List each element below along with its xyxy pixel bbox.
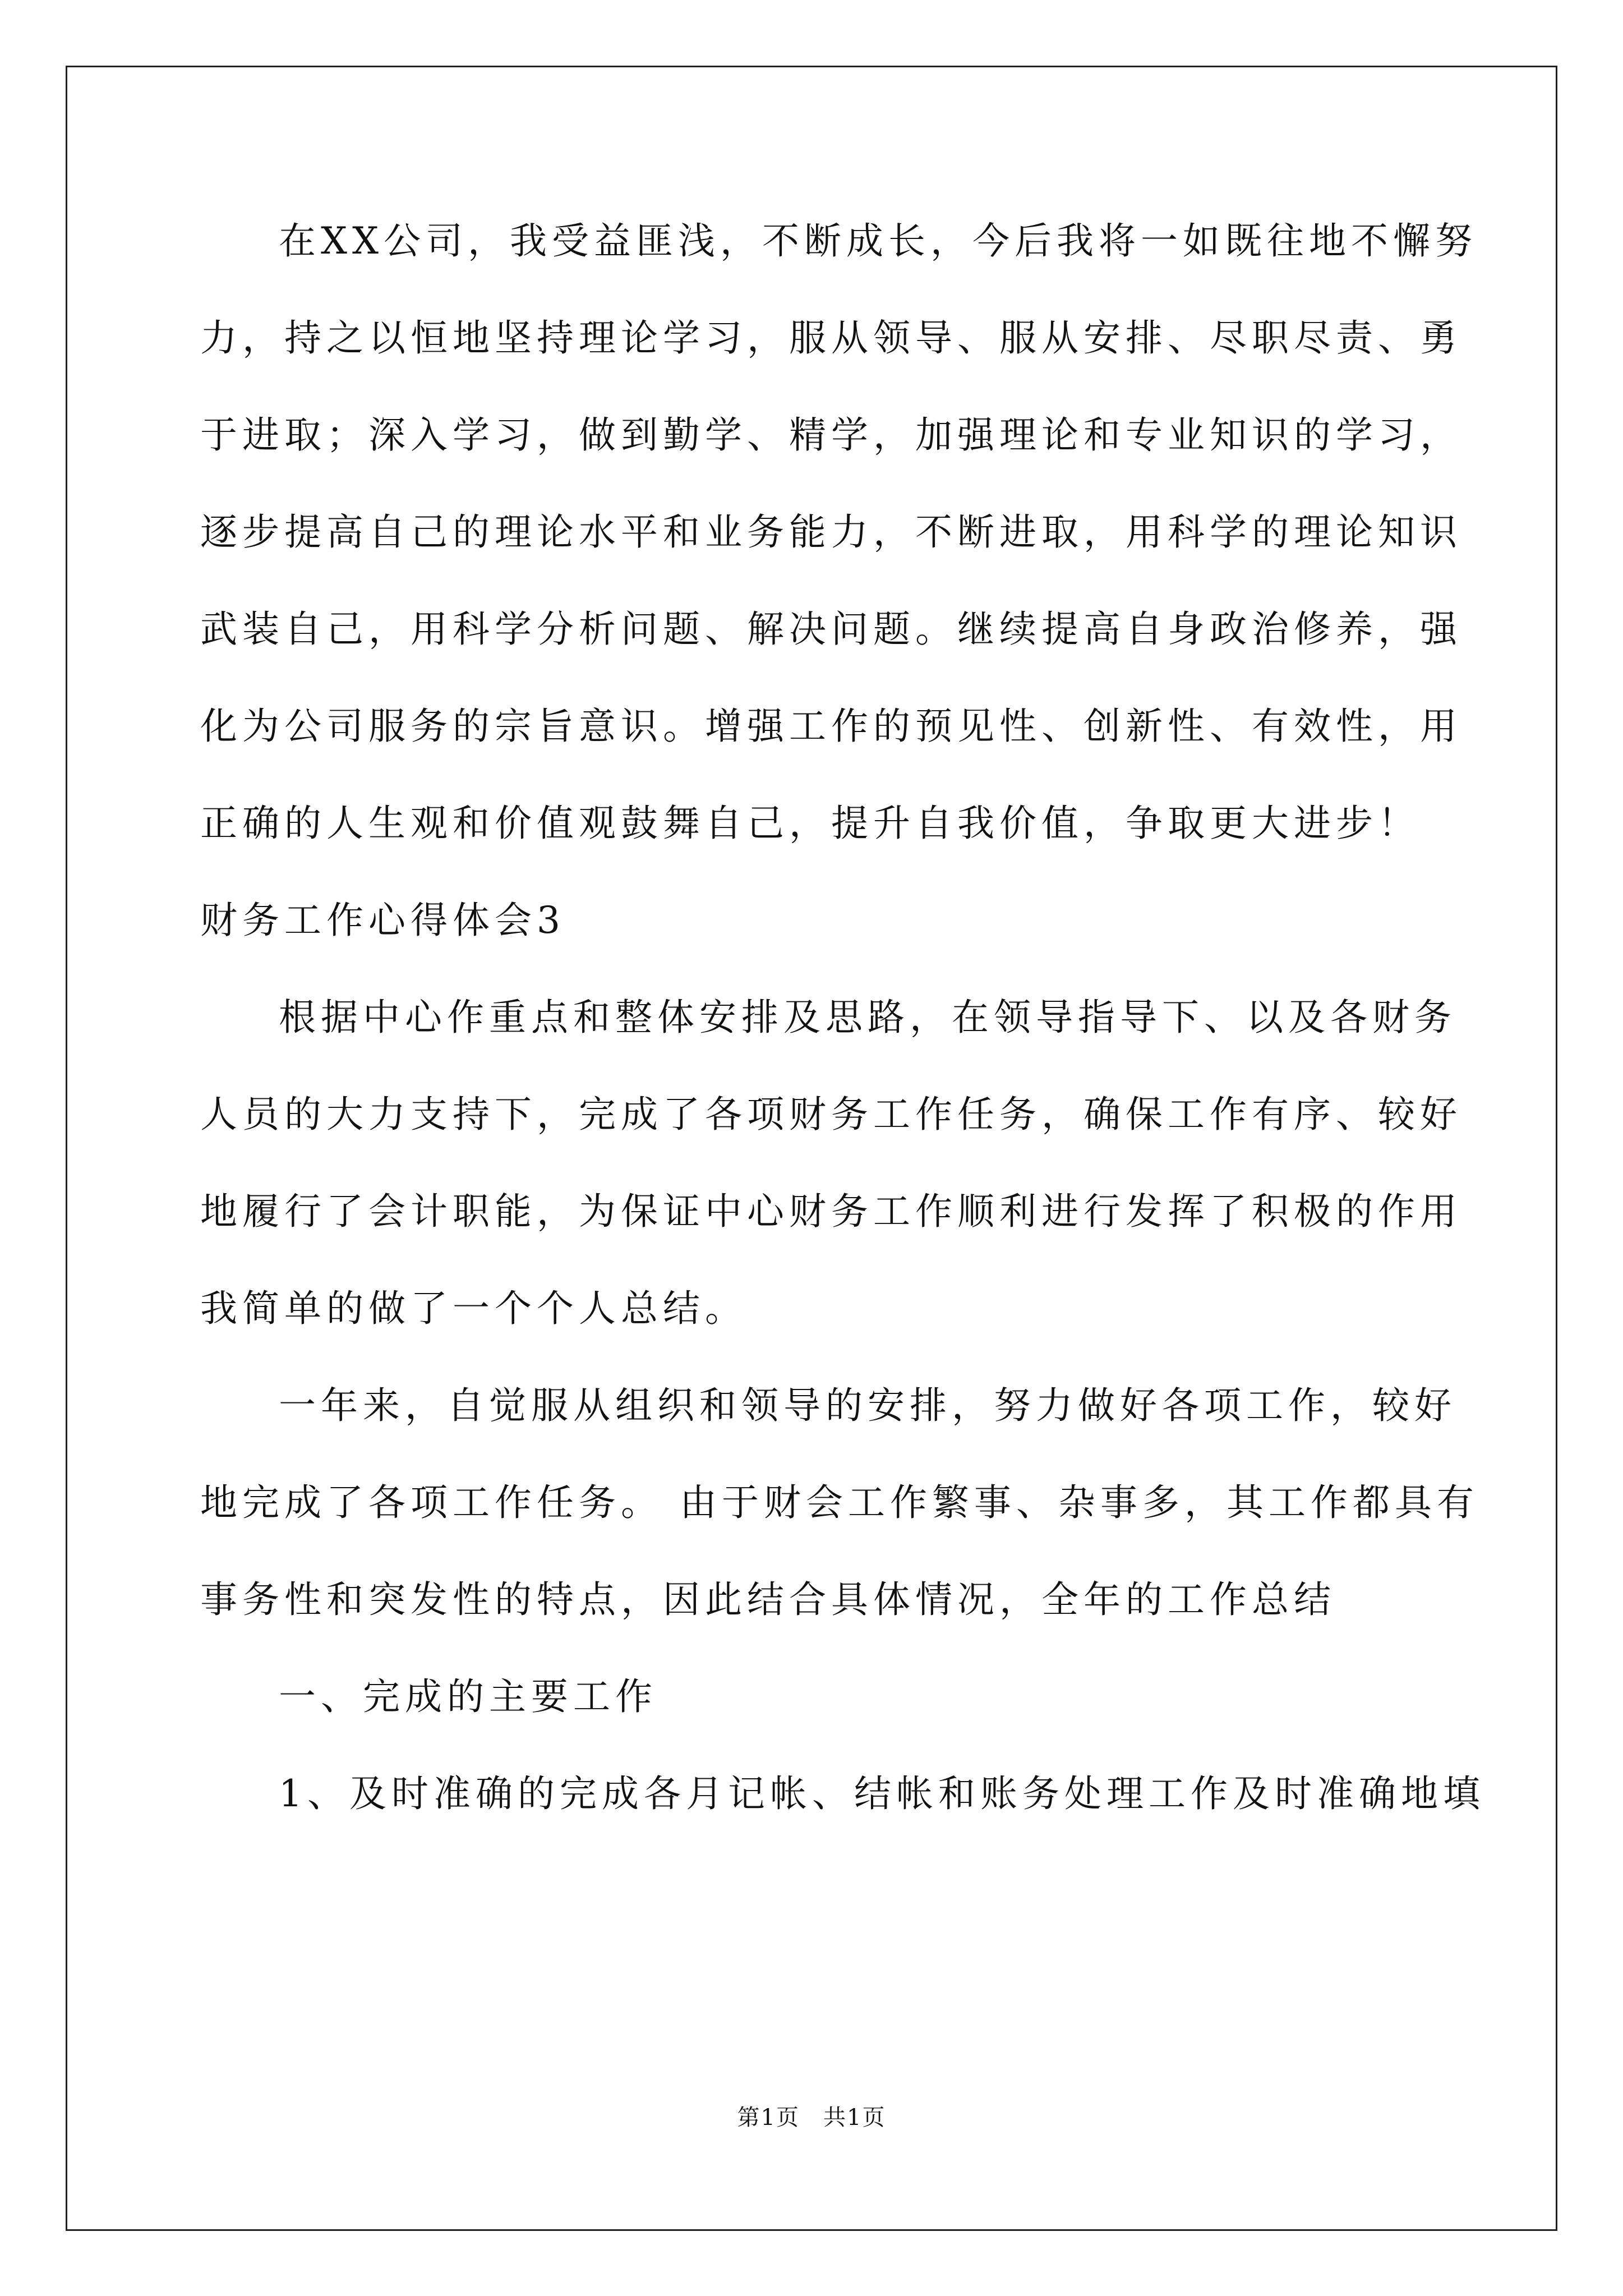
paragraph-line: 地完成了各项工作任务。 由于财会工作繁事、杂事多，其工作都具有 [200, 1481, 1479, 1524]
paragraph-line: 一年来，自觉服从组织和领导的安排，努力做好各项工作，较好 [279, 1384, 1456, 1427]
subheading: 一、完成的主要工作 [279, 1675, 657, 1718]
paragraph-line: 我简单的做了一个个人总结。 [200, 1287, 747, 1330]
paragraph-line: 地履行了会计职能，为保证中心财务工作顺利进行发挥了积极的作用 [200, 1190, 1462, 1233]
paragraph-line: 正确的人生观和价值观鼓舞自己，提升自我价值，争取更大进步！ [200, 802, 1420, 845]
paragraph-line: 逐步提高自己的理论水平和业务能力，不断进取，用科学的理论知识 [200, 510, 1462, 554]
paragraph-line: 在XX公司，我受益匪浅，不断成长，今后我将一如既往地不懈努 [279, 219, 1477, 263]
paragraph-line: 于进取；深入学习，做到勤学、精学，加强理论和专业知识的学习， [200, 413, 1462, 457]
paragraph-line: 1、及时准确的完成各月记帐、结帐和账务处理工作及时准确地填 [279, 1772, 1485, 1815]
paragraph-line: 根据中心作重点和整体安排及思路，在领导指导下、以及各财务 [279, 996, 1456, 1039]
page-footer: 第1页 共1页 [737, 2105, 886, 2131]
document-body [200, 213, 1485, 1863]
paragraph-line: 事务性和突发性的特点，因此结合具体情况，全年的工作总结 [200, 1578, 1336, 1621]
section-heading: 财务工作心得体会3 [200, 899, 565, 942]
paragraph-line: 武装自己，用科学分析问题、解决问题。继续提高自身政治修养，强 [200, 608, 1462, 651]
paragraph-line: 力，持之以恒地坚持理论学习，服从领导、服从安排、尽职尽责、勇 [200, 316, 1462, 360]
paragraph-line: 化为公司服务的宗旨意识。增强工作的预见性、创新性、有效性，用 [200, 705, 1462, 748]
paragraph-line: 人员的大力支持下，完成了各项财务工作任务，确保工作有序、较好 [200, 1093, 1462, 1136]
